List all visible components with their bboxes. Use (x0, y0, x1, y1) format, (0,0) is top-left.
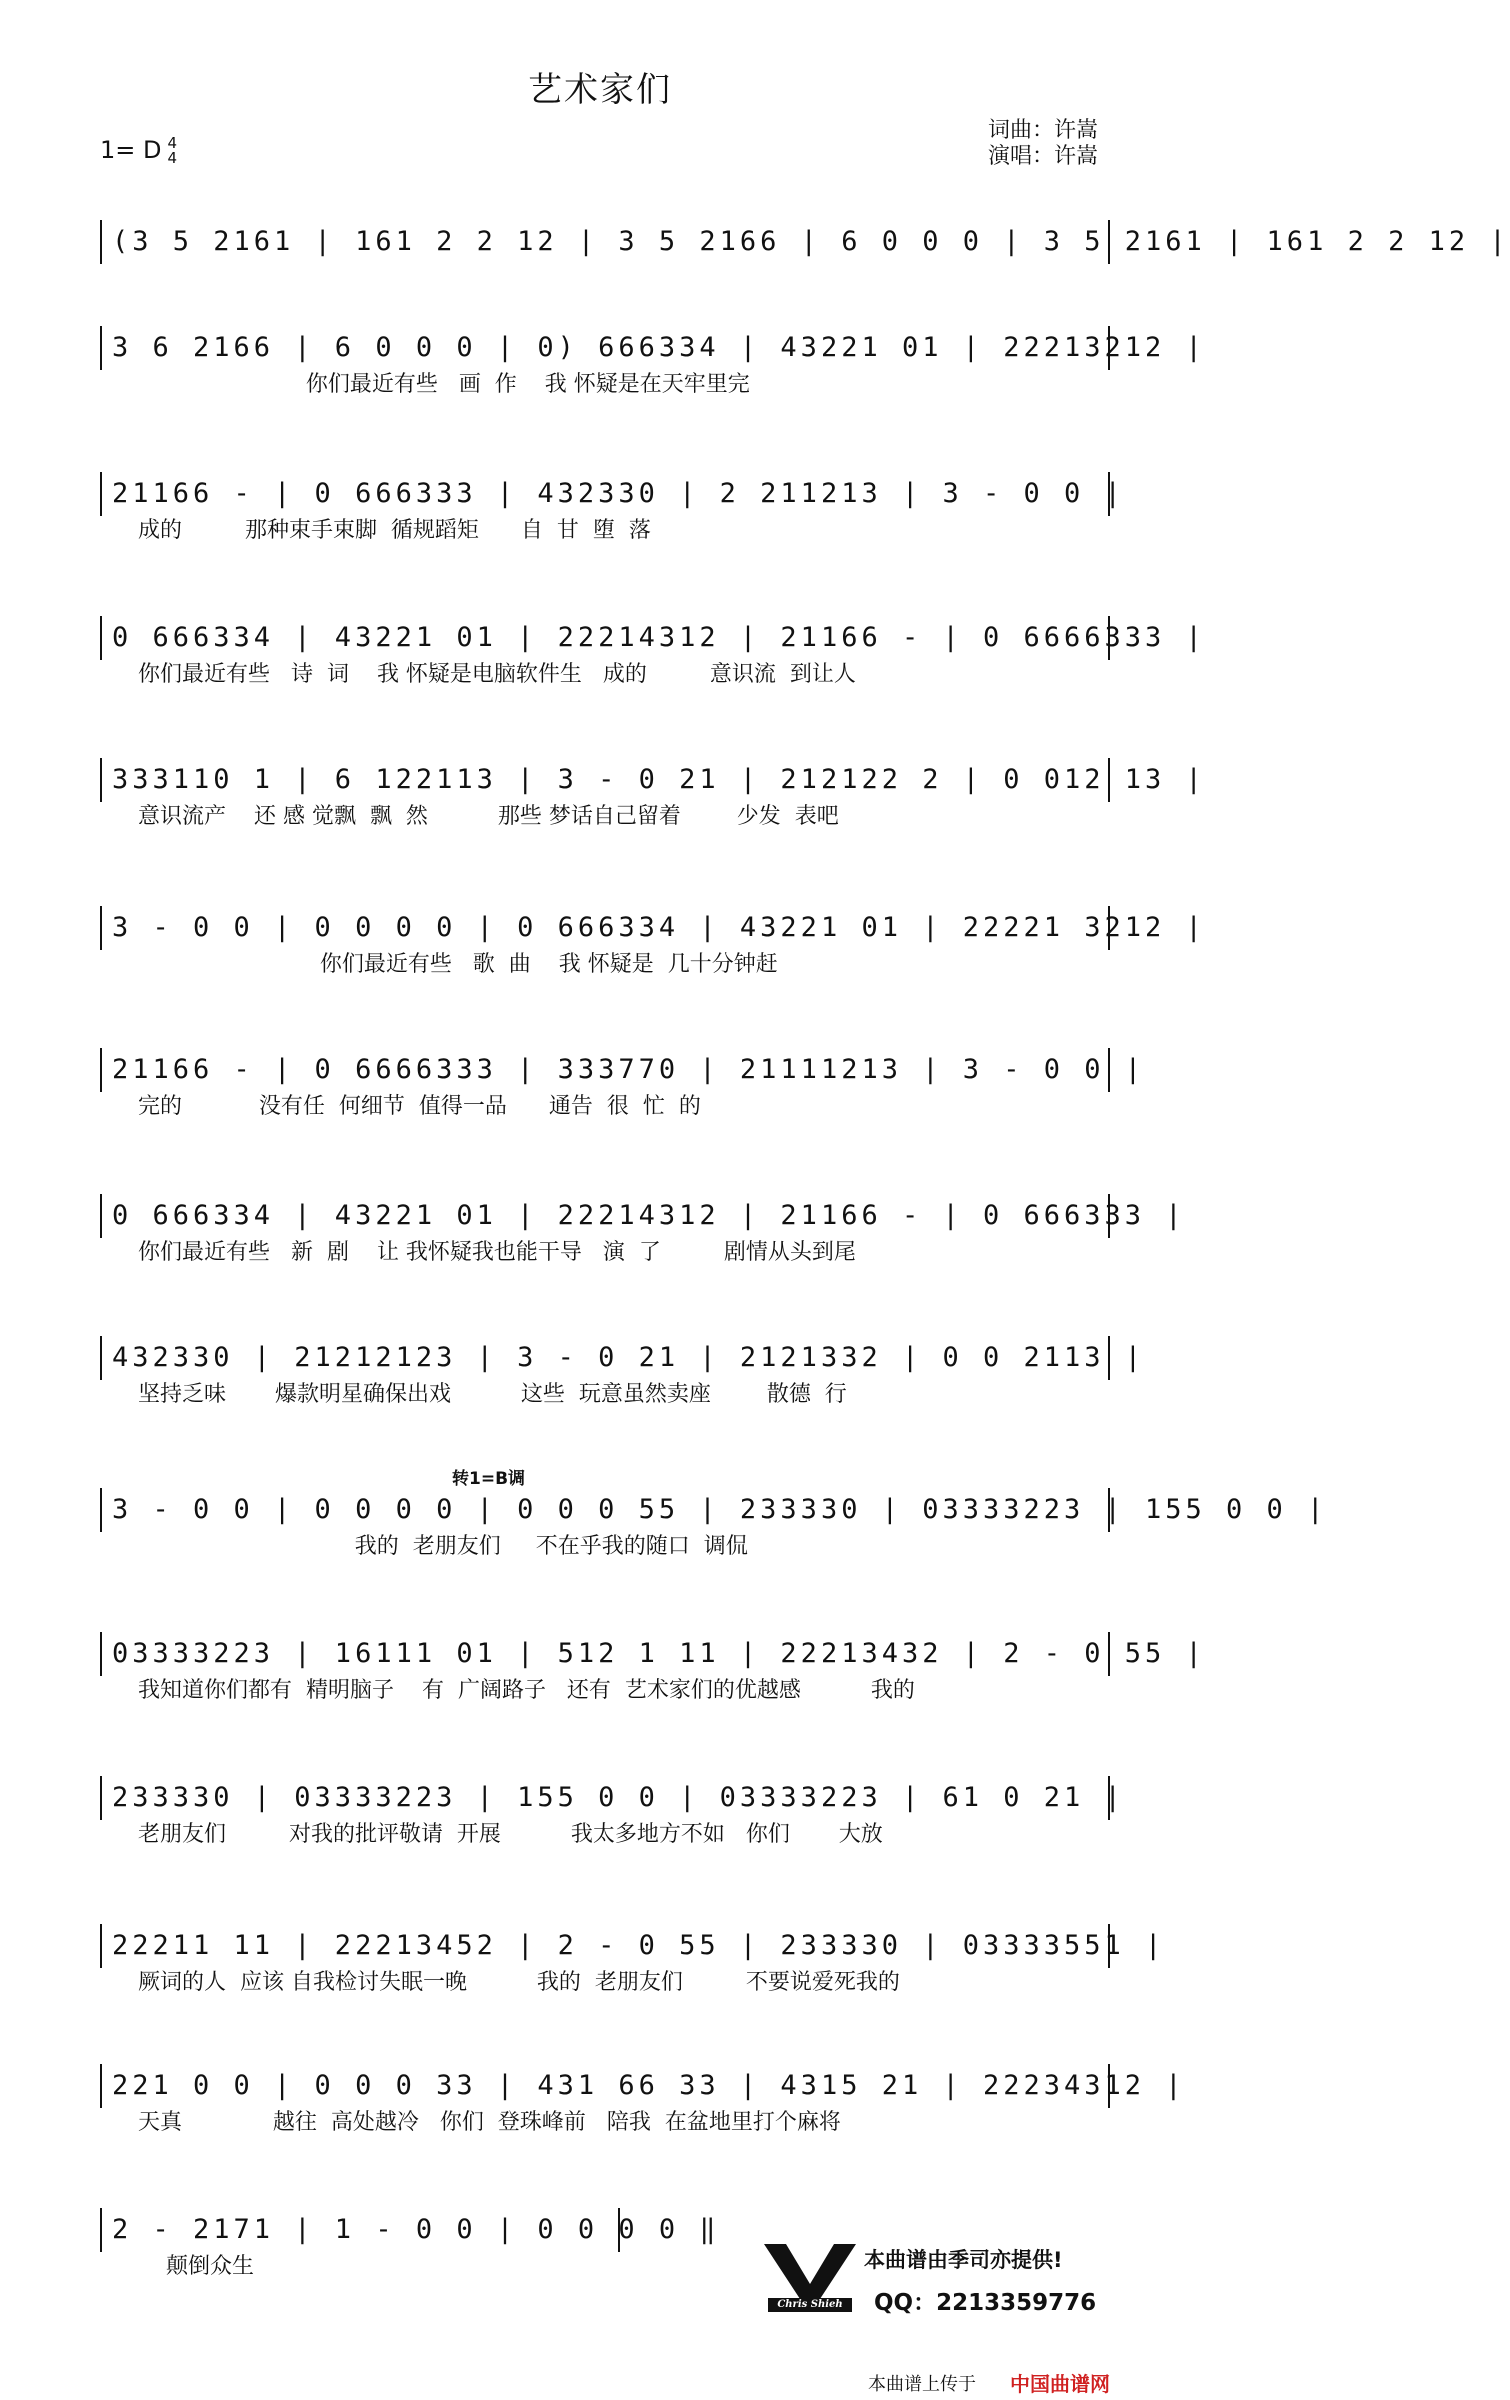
notes: 03333223 | 16111 01 | 512 1 11 | 22213432 | 2 - 0 55 | (100, 1632, 1110, 1676)
staff-line-5 (100, 758, 1206, 832)
lyrics: 完的 没有任 何细节 值得一品 通告 很 忙 的 (138, 1094, 701, 1119)
notes: (3 5 2161 | 161 2 2 12 | 3 5 2166 | 6 0 0 0 | 3 5 2161 | 161 2 2 12 | (100, 220, 1110, 264)
lyrics: 老朋友们 对我的批评敬请 开展 我太多地方不如 你们 大放 (138, 1822, 883, 1847)
lyrics: 厥词的人 应该 自我检讨失眠一晚 我的 老朋友们 不要说爱死我的 (138, 1970, 900, 1995)
lyrics: 我的 老朋友们 不在乎我的随口 调侃 (138, 1534, 748, 1559)
time-signature (168, 136, 178, 166)
lyrics: 我知道你们都有 精明脑子 有 广阔路子 还有 艺术家们的优越感 我的 (138, 1678, 915, 1703)
lyrics: 意识流产 还 感 觉飘 飘 然 那些 梦话自己留着 少发 表吧 (138, 804, 839, 829)
staff-line-4 (100, 616, 1206, 690)
notes: 432330 | 21212123 | 3 - 0 21 | 2121332 | 0 0 2113 | (100, 1336, 1110, 1380)
site-watermark: 中国曲谱网 (1010, 2372, 1110, 2396)
lyrics: 你们最近有些 诗 词 我 怀疑是电脑软件生 成的 意识流 到让人 (138, 662, 856, 687)
staff-line-8 (100, 1194, 1186, 1268)
time-denominator: 4 (167, 149, 178, 167)
notes: 22211 11 | 22213452 | 2 - 0 55 | 233330 | 03333551 | (100, 1924, 1110, 1968)
notes: 3 - 0 0 | 0 0 0 0 | 0 666334 | 43221 01 | 22221 3212 | (100, 906, 1110, 950)
notes: 2 - 2171 | 1 - 0 0 | 0 0 0 0 ‖ (100, 2208, 620, 2252)
notes: 0 666334 | 43221 01 | 22214312 | 21166 - | 0 6666333 | (100, 616, 1110, 660)
staff-line-9 (100, 1336, 1146, 1410)
staff-line-11 (100, 1632, 1206, 1706)
key-change-label: 转1=B调 (452, 1469, 526, 1489)
staff-line-10 (100, 1488, 1328, 1562)
staff-line-15 (100, 2208, 720, 2282)
lyrics: 你们最近有些 画 作 我 怀疑是在天牢里完 (138, 372, 750, 397)
notes: 21166 - | 0 6666333 | 333770 | 21111213 | 3 - 0 0 | (100, 1048, 1110, 1092)
lyrics: 你们最近有些 新 剧 让 我怀疑我也能干导 演 了 剧情从头到尾 (138, 1240, 856, 1265)
lyrics: 成的 那种束手束脚 循规蹈矩 自 甘 堕 落 (138, 518, 651, 543)
notes: 0 666334 | 43221 01 | 22214312 | 21166 - | 0 666333 | (100, 1194, 1110, 1238)
notes: 3 6 2166 | 6 0 0 0 | 0) 666334 | 43221 01 | 22213212 | (100, 326, 1110, 370)
notes: 221 0 0 | 0 0 0 33 | 431 66 33 | 4315 21 | 22234312 | (100, 2064, 1110, 2108)
key-label: 1= D (100, 136, 162, 164)
lyrics: 你们最近有些 歌 曲 我 怀疑是 几十分钟赶 (138, 952, 778, 977)
staff-line-13 (100, 1924, 1166, 1998)
lyrics: 天真 越往 高处越冷 你们 登珠峰前 陪我 在盆地里打个麻将 (138, 2110, 841, 2135)
lyrics: 颠倒众生 (138, 2254, 254, 2279)
staff-line-7 (100, 1048, 1146, 1122)
staff-line-3 (100, 472, 1125, 546)
notes: 21166 - | 0 666333 | 432330 | 2 211213 | 3 - 0 0 | (100, 472, 1110, 516)
notes: 333110 1 | 6 122113 | 3 - 0 21 | 212122 2 | 0 012 13 | (100, 758, 1110, 802)
key-signature (100, 136, 177, 166)
upload-note: 本曲谱上传于 (868, 2374, 976, 2395)
lyrics: 坚持乏味 爆款明星确保出戏 这些 玩意虽然卖座 散德 行 (138, 1382, 847, 1407)
staff-line-14 (100, 2064, 1186, 2138)
provider-footer (760, 2236, 1120, 2326)
time-numerator: 4 (167, 134, 178, 152)
credits (988, 118, 1098, 170)
notes: 233330 | 03333223 | 155 0 0 | 03333223 | 61 0 21 | (100, 1776, 1110, 1820)
notes: 3 - 0 0 | 0 0 0 0 | 0 0 0 55 | 233330 | 03333223 | 155 0 0 | (100, 1488, 1110, 1532)
qq-number: QQ：2213359776 (874, 2290, 1097, 2316)
logo-signature: Chris Shieh (768, 2298, 852, 2312)
provider-text: 本曲谱由季司亦提供! (864, 2248, 1063, 2272)
staff-line-12 (100, 1776, 1125, 1850)
song-title: 艺术家们 (528, 70, 672, 110)
lyricist-composer: 词曲：许嵩 (987, 118, 1098, 143)
v-logo (760, 2240, 860, 2312)
staff-line-1 (100, 220, 1510, 264)
singer: 演唱：许嵩 (987, 144, 1098, 169)
staff-line-6 (100, 906, 1206, 980)
staff-line-2 (100, 326, 1206, 400)
